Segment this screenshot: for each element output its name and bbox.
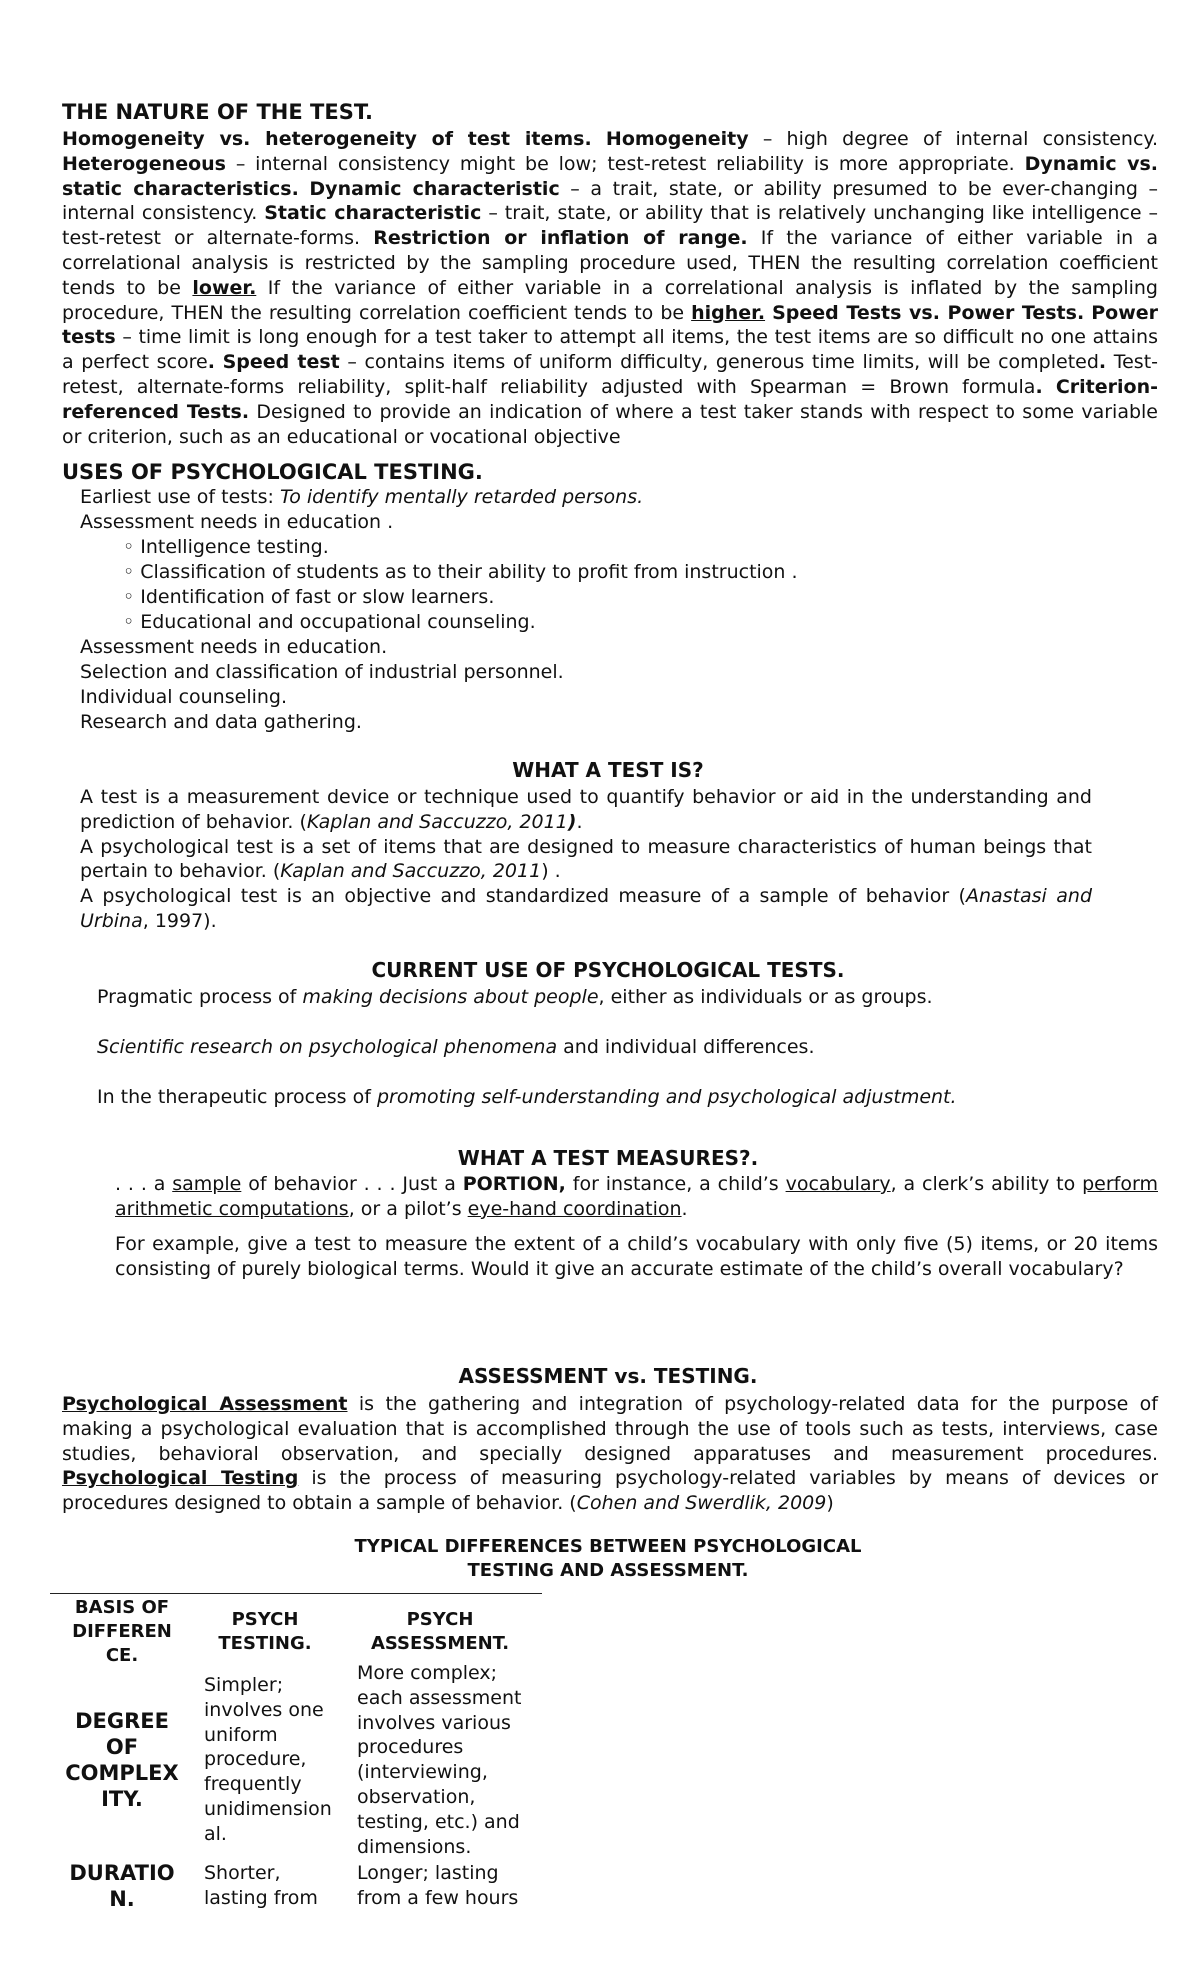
text-run: sample: [172, 1173, 242, 1195]
bullet-item: ◦ Intelligence testing.: [123, 536, 329, 558]
text-run: .: [1098, 351, 1107, 374]
table-title-line-2: TESTING AND ASSESSMENT.: [467, 1560, 749, 1581]
text-run: Homogeneity vs. heterogeneity of test items.: [62, 128, 592, 150]
text-run: [592, 128, 606, 150]
list-item: Research and data gathering.: [80, 711, 362, 733]
cell-line: ASSESSMENT.: [370, 1633, 510, 1654]
text-run: . . . a: [115, 1173, 173, 1195]
header-assessment: [350, 1608, 530, 1656]
current-use-item: [97, 1085, 957, 1110]
text-run: is the process of measuring psychology-related variables by means of devices or procedures designed to obtain a sample of behavior. (: [62, 1467, 1159, 1515]
text-run: Psychological Assessment: [62, 1393, 348, 1415]
assessment-vs-testing-heading: ASSESSMENT vs. TESTING.: [458, 1364, 758, 1388]
text-run: , a clerk’s ability to: [890, 1173, 1083, 1195]
text-run: .: [576, 810, 583, 833]
text-run: vocabulary: [785, 1173, 891, 1195]
cell-line: OF: [105, 1735, 139, 1759]
text-run: Kaplan and Saccuzzo, 2011: [280, 860, 542, 883]
cell-line: N.: [109, 1887, 135, 1911]
text-run: – a trait, state, or ability presumed to be ever-changing – internal consistency.: [62, 177, 1158, 225]
text-run: Scientific research on psychological phenomena: [97, 1036, 558, 1058]
current-use-item: [97, 1035, 814, 1060]
text-run: Designed to provide an indication of where a test taker stands with respect to some variable or criterion, such as an educational or vocational objective: [62, 400, 1158, 448]
text-run: Restriction or inflation of range.: [373, 227, 748, 250]
cell-line: dimensions.: [357, 1835, 472, 1858]
cell-line: BASIS OF: [74, 1597, 170, 1618]
text-run: lower.: [192, 276, 257, 299]
text-run: Homogeneity: [605, 128, 749, 150]
measures-paragraph-1: [115, 1172, 1158, 1222]
bullet-item: ◦ Identification of fast or slow learners.: [123, 586, 495, 608]
earliest-use-prefix: Earliest use of tests:: [80, 486, 280, 508]
header-basis: [62, 1596, 182, 1668]
cell-line: Simpler;: [204, 1674, 284, 1696]
text-run: If the variance of either variable in a correlational analysis is restricted by the sampling procedure used, THEN the resulting correlation coefficient tends to be: [62, 227, 1158, 299]
text-run: ) .: [541, 860, 561, 883]
bullet-item: ◦ Educational and occupational counseling.: [123, 611, 536, 633]
text-run: making decisions about people: [302, 986, 599, 1008]
row-testing-duration: [204, 1861, 354, 1911]
text-run: ): [826, 1492, 834, 1515]
cell-line: from a few hours: [357, 1886, 519, 1909]
definition-1: [80, 785, 1092, 835]
cell-line: ITY.: [101, 1787, 143, 1811]
text-run: and individual differences.: [557, 1036, 815, 1058]
cell-line: procedure,: [204, 1748, 307, 1771]
earliest-use-value: To identify mentally retarded persons.: [279, 486, 644, 508]
assessment-paragraph: [62, 1392, 1158, 1516]
text-run: [215, 351, 223, 373]
bullet-item: ◦ Classification of students as to their ability to profit from instruction .: [123, 561, 798, 583]
cell-line: testing, etc.) and: [357, 1810, 520, 1833]
text-run: A psychological test is a set of items that are designed to measure characteristics of human beings that pertain to behavior. (: [80, 835, 1092, 883]
text-run: PORTION,: [462, 1173, 566, 1195]
text-run: [1043, 376, 1056, 398]
text-run: , either as individuals or as groups.: [598, 986, 933, 1008]
text-run: .: [207, 351, 215, 374]
cell-line: DIFFEREN: [72, 1621, 172, 1642]
cell-line: More complex;: [357, 1662, 498, 1684]
text-run: Heterogeneous: [62, 152, 226, 175]
cell-line: TESTING.: [218, 1633, 312, 1654]
definition-3: [80, 884, 1092, 934]
current-use-item: [97, 985, 933, 1010]
text-run: Pragmatic process of: [97, 986, 303, 1008]
text-run: Test-retest, alternate-forms reliability, split-half reliability adjusted with Spearman = Brown formula: [62, 351, 1158, 398]
cell-line: al.: [204, 1822, 227, 1845]
text-run: [299, 178, 310, 200]
cell-line: involves one: [204, 1698, 324, 1721]
text-run: Speed Tests vs. Power Tests.: [772, 301, 1085, 324]
cell-line: lasting from: [204, 1886, 318, 1909]
what-test-measures-heading: WHAT A TEST MEASURES?.: [457, 1146, 759, 1170]
row-basis-duration: [58, 1860, 186, 1912]
text-run: .: [1035, 375, 1043, 398]
text-run: higher.: [691, 301, 766, 324]
cell-line: PSYCH: [231, 1609, 299, 1630]
header-testing: [190, 1608, 340, 1656]
text-run: Psychological Testing: [62, 1467, 299, 1490]
cell-line: frequently: [204, 1773, 302, 1796]
text-run: ): [567, 810, 577, 833]
text-run: Power tests: [62, 301, 1159, 349]
row-assessment-complexity: [357, 1661, 547, 1859]
cell-line: each assessment: [357, 1686, 522, 1709]
text-run: – trait, state, or ability that is relatively unchanging like intelligence – test-retest or alternate-forms.: [62, 202, 1159, 250]
what-test-is-heading: WHAT A TEST IS?: [512, 758, 704, 782]
cell-line: uniform: [204, 1723, 278, 1746]
row-testing-complexity: [204, 1673, 354, 1847]
text-run: Anastasi and Urbina: [80, 885, 1093, 932]
cell-line: DURATIO: [69, 1861, 175, 1885]
list-item: Assessment needs in education.: [80, 636, 388, 658]
earliest-use-line: [80, 485, 643, 510]
text-run: is the gathering and integration of psychology-related data for the purpose of making a psychological evaluation that is accomplished through the use of tools such as tests, interviews, case studies, behavioral observation, and specially designed apparatuses and measurement procedures.: [62, 1393, 1158, 1465]
table-title-line-1: TYPICAL DIFFERENCES BETWEEN PSYCHOLOGICAL: [354, 1536, 862, 1557]
text-run: – internal consistency might be low; test-retest reliability is more appropriate.: [225, 152, 1025, 175]
cell-line: involves various: [357, 1711, 511, 1734]
text-run: A test is a measurement device or technique used to quantify behavior or aid in the understanding and prediction of behavior. (: [80, 786, 1092, 833]
current-use-heading: CURRENT USE OF PSYCHOLOGICAL TESTS.: [371, 958, 845, 982]
table-top-rule: [50, 1593, 542, 1594]
list-item: Selection and classification of industrial personnel.: [80, 661, 564, 683]
text-run: Kaplan and Saccuzzo, 2011: [306, 810, 568, 833]
cell-line: PSYCH: [406, 1609, 474, 1630]
text-run: , or a pilot’s: [348, 1197, 468, 1220]
cell-line: unidimension: [204, 1797, 332, 1820]
uses-heading: USES OF PSYCHOLOGICAL TESTING.: [62, 460, 483, 484]
text-run: – contains items of uniform difficulty, generous time limits, will be completed: [339, 351, 1099, 374]
what-test-is-text: [80, 785, 1092, 934]
text-run: If the variance of either variable in a correlational analysis is inflated by the sampling procedure, THEN the resulting correlation coefficient tends to be: [62, 276, 1158, 324]
cell-line: CE.: [105, 1645, 139, 1666]
text-run: – time limit is long enough for a test taker to attempt all items, the test items are so difficult no one attains a perfect score: [62, 326, 1158, 374]
text-run: Static characteristic: [264, 202, 482, 225]
cell-line: observation,: [357, 1785, 476, 1808]
cell-line: Shorter,: [204, 1862, 281, 1884]
text-run: Speed test: [222, 351, 340, 374]
text-run: Criterion-referenced Tests.: [62, 375, 1158, 423]
list-item: Individual counseling.: [80, 686, 288, 708]
text-run: eye-hand coordination: [467, 1197, 682, 1220]
text-run: , 1997).: [142, 909, 217, 932]
assessment-needs-item: Assessment needs in education .: [80, 511, 394, 533]
text-run: Cohen and Swerdlik, 2009: [576, 1492, 827, 1515]
cell-line: procedures: [357, 1736, 464, 1759]
text-run: In the therapeutic process of: [97, 1086, 377, 1108]
text-run: of behavior . . . Just a: [241, 1173, 463, 1195]
text-run: Dynamic vs. static characteristics.: [62, 152, 1158, 200]
definition-2: [80, 835, 1092, 885]
cell-line: Longer; lasting: [357, 1862, 499, 1884]
nature-paragraph: [62, 127, 1158, 449]
text-run: perform arithmetic computations: [115, 1173, 1158, 1220]
row-assessment-duration: [357, 1861, 547, 1911]
measures-paragraph-2: For example, give a test to measure the extent of a child’s vocabulary with only five (5) items, or 20 items consisting of purely biological terms. Would it give an accurate estimate of the child’s overall vocabulary?: [115, 1233, 1158, 1280]
text-run: for instance, a child’s: [565, 1173, 786, 1195]
cell-line: DEGREE: [75, 1709, 169, 1733]
text-run: Dynamic characteristic: [309, 177, 560, 200]
cell-line: COMPLEX: [65, 1761, 179, 1785]
text-run: .: [681, 1197, 688, 1220]
text-run: – high degree of internal consistency.: [748, 128, 1158, 150]
text-run: A psychological test is an objective and standardized measure of a sample of behavior (: [80, 885, 966, 908]
nature-heading: THE NATURE OF THE TEST.: [62, 100, 373, 124]
text-run: promoting self-understanding and psychological adjustment.: [376, 1086, 957, 1108]
cell-line: (interviewing,: [357, 1761, 488, 1784]
row-basis-complexity: [58, 1708, 186, 1812]
